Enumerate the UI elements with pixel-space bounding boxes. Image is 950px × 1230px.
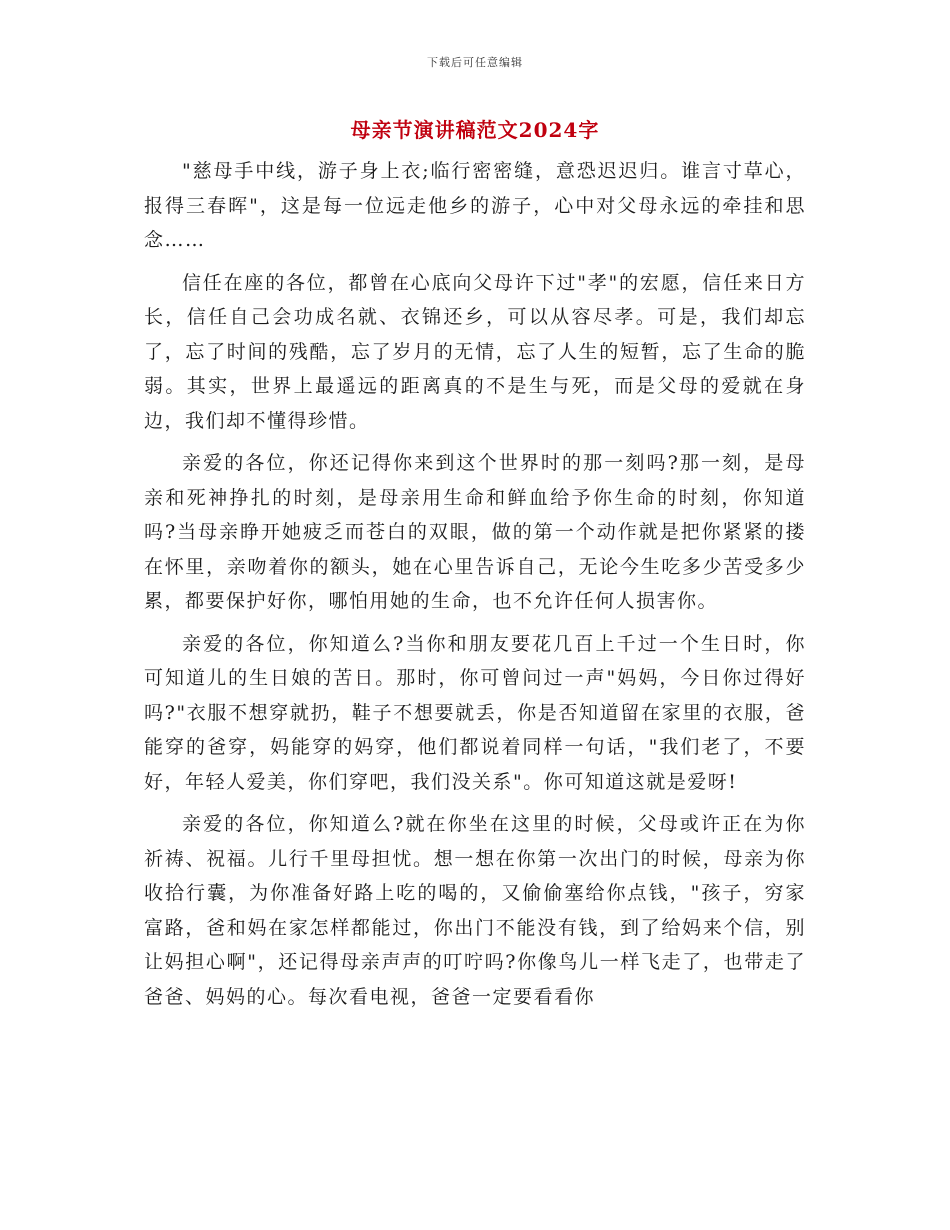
paragraph-1: "慈母手中线，游子身上衣;临行密密缝，意恐迟迟归。谁言寸草心，报得三春晖"，这是每一位远走他乡的游子，心中对父母永远的牵挂和思念…… <box>144 160 806 251</box>
paragraph-2: 信任在座的各位，都曾在心底向父母许下过"孝"的宏愿，信任来日方长，信任自己会功成名就、衣锦还乡，可以从容尽孝。可是，我们却忘了，忘了时间的残酷，忘了岁月的无情，忘了人生的短暂，忘了生命的脆弱。其实，世界上最遥远的距离真的不是生与死，而是父母的爱就在身边，我们却不懂得珍惜。 <box>144 271 806 432</box>
document-body <box>144 154 806 1022</box>
paragraph-4: 亲爱的各位，你知道么?当你和朋友要花几百上千过一个生日时，你可知道儿的生日娘的苦日。那时，你可曾问过一声"妈妈，今日你过得好吗?"衣服不想穿就扔，鞋子不想要就丢，你是否知道留在家里的衣服，爸能穿的爸穿，妈能穿的妈穿，他们都说着同样一句话，"我们老了，不要好，年轻人爱美，你们穿吧，我们没关系"。你可知道这就是爱呀! <box>144 632 806 793</box>
paragraph-5: 亲爱的各位，你知道么?就在你坐在这里的时候，父母或许正在为你祈祷、祝福。儿行千里母担忧。想一想在你第一次出门的时候，母亲为你收拾行囊，为你准备好路上吃的喝的，又偷偷塞给你点钱，"孩子，穷家富路，爸和妈在家怎样都能过，你出门不能没有钱，到了给妈来个信，别让妈担心啊"，还记得母亲声声的叮咛吗?你像鸟儿一样飞走了，也带走了爸爸、妈妈的心。每次看电视，爸爸一定要看看你 <box>144 813 806 1008</box>
paragraph-3: 亲爱的各位，你还记得你来到这个世界时的那一刻吗?那一刻，是母亲和死神挣扎的时刻，是母亲用生命和鲜血给予你生命的时刻，你知道吗?当母亲睁开她疲乏而苍白的双眼，做的第一个动作就是把你紧紧的搂在怀里，亲吻着你的额头，她在心里告诉自己，无论今生吃多少苦受多少累，都要保护好你，哪怕用她的生命，也不允许任何人损害你。 <box>144 452 806 612</box>
page-header: 下载后可任意编辑 <box>427 56 523 69</box>
document-title: 母亲节演讲稿范文2024字 <box>350 118 600 142</box>
